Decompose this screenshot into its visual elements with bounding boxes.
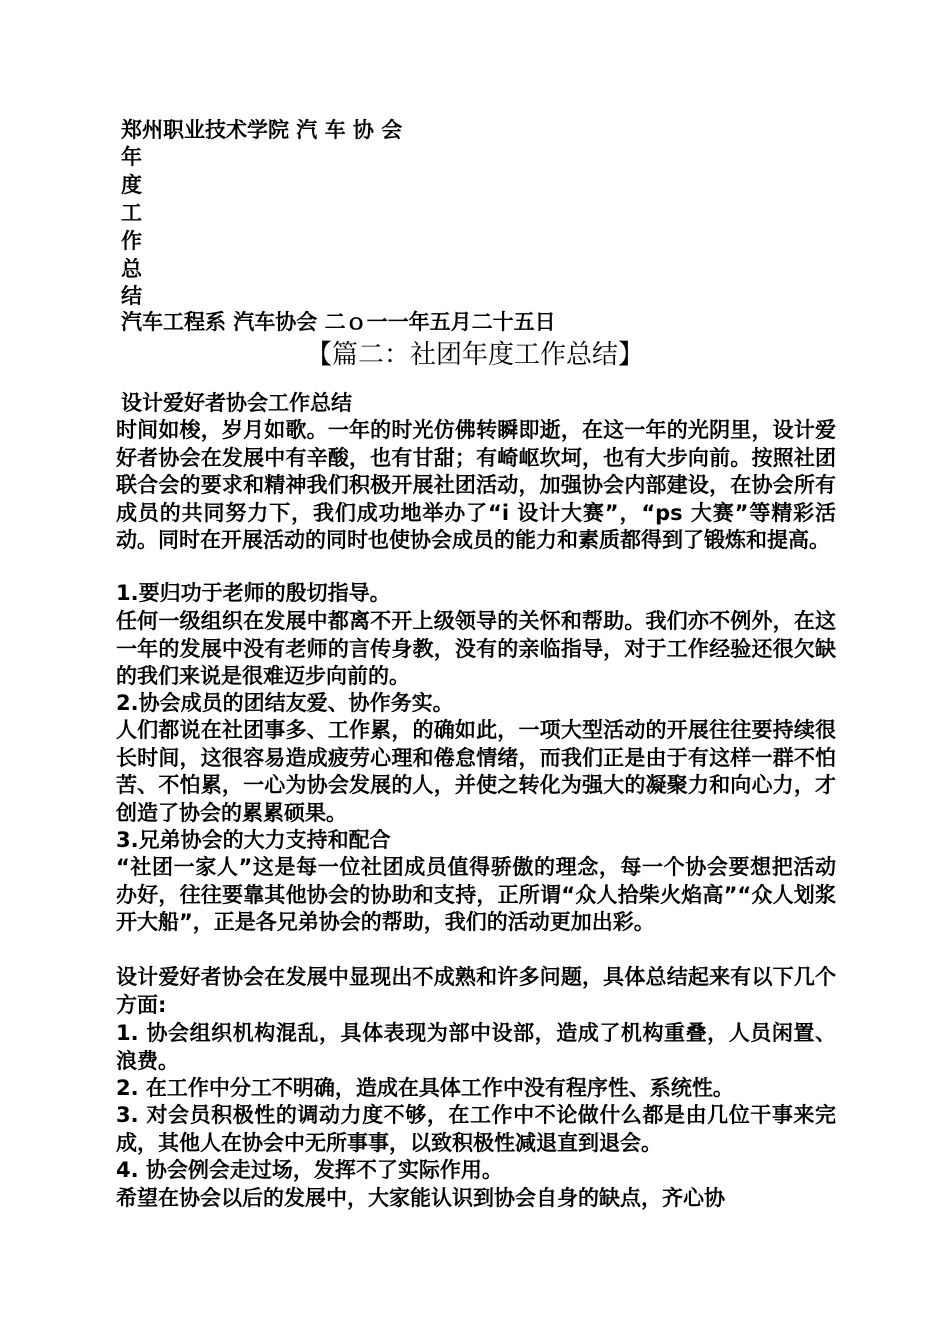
list-item-2: 2. 在工作中分工不明确，造成在具体工作中没有程序性、系统性。 [116, 1076, 734, 1100]
heading-3: 3.兄弟协会的大力支持和配合 [116, 828, 391, 852]
list-item-1: 1. 协会组织机构混乱，具体表现为部中设部，造成了机构重叠，人员闲置、浪费。 [116, 1021, 836, 1073]
paragraph-intro: 时间如梭，岁月如歌。一年的时光仿佛转瞬即逝，在这一年的光阴里，设计爱好者协会在发展中有辛酸，也有甘甜；有崎岖坎坷，也有大步向前。按照社团联合会的要求和精神我们积极开展社团活动，加强协会内部建设，在协会所有成员的共同努力下，我们成功地举办了“i 设计大赛”，“ps 大赛”等精彩活动。同时在开展活动的同时也使协会成员的能力和素质都得到了锻炼和提高。 [116, 418, 836, 552]
header-line-2: 汽车工程系 汽车协会 二ｏ一一年五月二十五日 [121, 310, 556, 334]
header-vertical-char: 总 [121, 257, 142, 281]
section-subtitle: 【篇二：社团年度工作总结】 [305, 340, 644, 370]
header-vertical-char: 工 [121, 201, 142, 225]
list-item-3: 3. 对会员积极性的调动力度不够，在工作中不论做什么都是由几位干事来完成，其他人在协会中无所事事，以致积极性减退直到退会。 [116, 1103, 836, 1155]
heading-2: 2.协会成员的团结友爱、协作务实。 [116, 691, 454, 715]
header-vertical-char: 结 [121, 284, 142, 308]
header-vertical-char: 年 [121, 145, 142, 169]
list-item-4: 4. 协会例会走过场，发挥不了实际作用。 [116, 1158, 503, 1182]
header-vertical-char: 度 [121, 173, 142, 197]
paragraph-5: 希望在协会以后的发展中，大家能认识到协会自身的缺点，齐心协 [116, 1186, 725, 1210]
paragraph-4: 设计爱好者协会在发展中显现出不成熟和许多问题，具体总结起来有以下几个方面: [116, 965, 836, 1017]
header-vertical-char: 作 [121, 229, 142, 253]
paragraph-3: “社团一家人”这是每一位社团成员值得骄傲的理念，每一个协会要想把活动办好，往往要靠其他协会的协助和支持，正所谓“众人拾柴火焰高”“众人划浆开大船”，正是各兄弟协会的帮助，我们的活动更加出彩。 [116, 855, 836, 934]
header-line-1: 郑州职业技术学院 汽 车 协 会 [121, 118, 403, 142]
paragraph-2: 人们都说在社团事多、工作累，的确如此，一项大型活动的开展往往要持续很长时间，这很容易造成疲劳心理和倦怠情绪，而我们正是由于有这样一群不怕苦、不怕累，一心为协会发展的人，并使之转化为强大的凝聚力和向心力，才创造了协会的累累硕果。 [116, 718, 836, 825]
paragraph-1: 任何一级组织在发展中都离不开上级领导的关怀和帮助。我们亦不例外，在这一年的发展中没有老师的言传身教，没有的亲临指导，对于工作经验还很欠缺的我们来说是很难迈步向前的。 [116, 609, 836, 688]
article-title: 设计爱好者协会工作总结 [121, 391, 352, 415]
heading-1: 1.要归功于老师的殷切指导。 [116, 581, 391, 605]
